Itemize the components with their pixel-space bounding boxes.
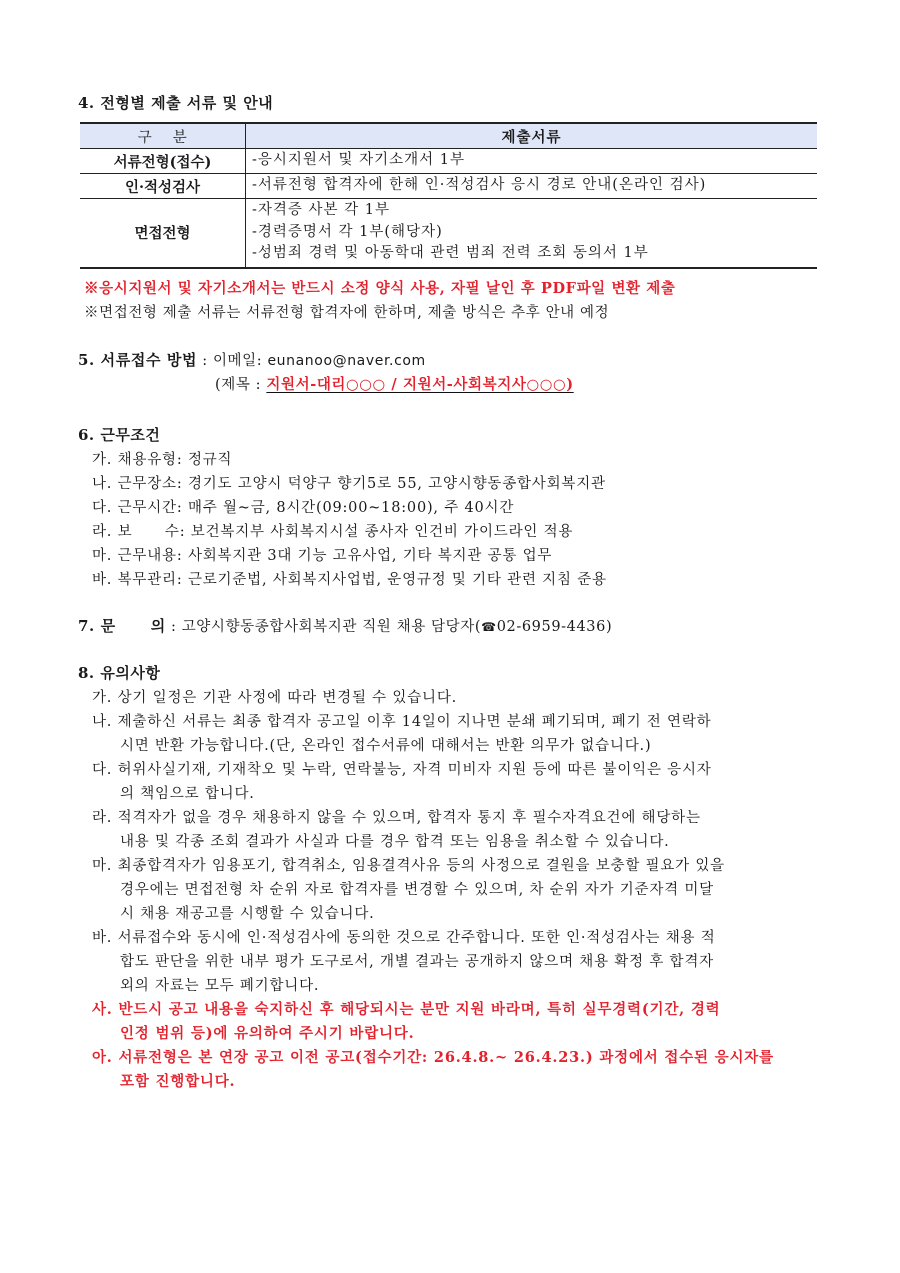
doc-line: -응시지원서 및 자기소개서 1부 [252, 152, 466, 169]
email-label: 이메일: [212, 353, 268, 369]
stage-cell: 인·적성검사 [80, 174, 246, 199]
doc-line: -자격증 사본 각 1부 [252, 202, 391, 218]
table-row [80, 199, 817, 268]
section-4-title: 4. 전형별 제출 서류 및 안내 [78, 94, 274, 112]
work-condition-item: 가. 채용유형: 정규직 [92, 452, 233, 468]
submission-documents-table [80, 122, 817, 269]
note-required-format: ※응시지원서 및 자기소개서는 반드시 소정 양식 사용, 자필 날인 후 PDF파일 변환 제출 [84, 280, 676, 297]
notice-item-cont: 경우에는 면접전형 차 순위 자로 합격자를 변경할 수 있으며, 차 순위 자가 기준자격 미달 [120, 882, 714, 898]
notice-item: 가. 상기 일정은 기관 사정에 따라 변경될 수 있습니다. [92, 690, 458, 706]
notice-item: 마. 최종합격자가 임용포기, 합격취소, 임용결격사유 등의 사정으로 결원을 보충할 필요가 있을 [92, 858, 725, 874]
label-separator: : [197, 353, 213, 369]
notice-item-cont: 합도 판단을 위한 내부 평가 도구로서, 개별 결과는 공개하지 않으며 채용 확정 후 합격자 [120, 954, 714, 970]
work-condition-item: 마. 근무내용: 사회복지관 3대 기능 고유사업, 기타 복지관 공통 업무 [92, 548, 553, 564]
work-condition-item: 라. 보 수: 보건복지부 사회복지시설 종사자 인건비 가이드라인 적용 [92, 524, 574, 540]
stage-cell: 면접전형 [80, 199, 246, 268]
subject-prefix: (제목 : [215, 377, 267, 393]
contact-text: 고양시향동종합사회복지관 직원 채용 담당자( [181, 619, 482, 635]
section-7-title: 7. 문 의 [78, 617, 166, 635]
notice-item-important-cont: 포함 진행합니다. [120, 1073, 236, 1090]
phone-icon: ☎ [481, 620, 497, 634]
work-condition-item: 다. 근무시간: 매주 월~금, 8시간(09:00~18:00), 주 40시간 [92, 500, 515, 516]
notice-item-important: 사. 반드시 공고 내용을 숙지하신 후 해당되시는 분만 지원 바라며, 특히 실무경력(기간, 경력 [92, 1001, 721, 1018]
notice-item-cont: 시면 반환 가능합니다.(단, 온라인 접수서류에 대해서는 반환 의무가 없습니다.) [120, 738, 652, 754]
notice-item: 나. 제출하신 서류는 최종 합격자 공고일 이후 14일이 지나면 분쇄 폐기되며, 폐기 전 연락하 [92, 714, 712, 730]
doc-line: -서류전형 합격자에 한해 인·적성검사 응시 경로 안내(온라인 검사) [252, 177, 707, 194]
work-condition-item: 나. 근무장소: 경기도 고양시 덕양구 향기5로 55, 고양시향동종합사회복지관 [92, 476, 606, 492]
email-address[interactable]: eunanoo@naver.com [267, 353, 426, 369]
table-row [80, 174, 817, 199]
section-5-title: 5. 서류접수 방법 [78, 351, 198, 369]
doc-line: -성범죄 경력 및 아동학대 관련 범죄 전력 조회 동의서 1부 [252, 245, 649, 261]
subject-format: 지원서-대리○○○ / 지원서-사회복지사○○○) [266, 376, 574, 393]
section-7-row [78, 615, 612, 636]
table-header-row [80, 123, 817, 149]
notice-item-important-cont: 인정 범위 등)에 유의하여 주시기 바랍니다. [120, 1025, 415, 1042]
notice-item-cont: 외의 자료는 모두 폐기합니다. [120, 978, 320, 994]
notice-item-cont: 의 책임으로 합니다. [120, 786, 255, 802]
docs-cell [246, 174, 818, 199]
header-category: 구 분 [80, 123, 246, 149]
table-row [80, 149, 817, 174]
notice-item: 라. 적격자가 없을 경우 채용하지 않을 수 있으며, 합격자 통지 후 필수자격요건에 해당하는 [92, 810, 701, 826]
notice-item-cont: 시 채용 재공고를 시행할 수 있습니다. [120, 906, 375, 922]
section-5-row [78, 349, 426, 370]
header-documents: 제출서류 [246, 123, 818, 149]
label-separator: : [165, 619, 182, 635]
section-6-title: 6. 근무조건 [78, 426, 161, 444]
notice-item-important: 아. 서류전형은 본 연장 공고 이전 공고(접수기간: 26.4.8.~ 26.4.23.) 과정에서 접수된 응시자를 [92, 1049, 774, 1066]
work-condition-item: 바. 복무관리: 근로기준법, 사회복지사업법, 운영규정 및 기타 관련 지침 준용 [92, 572, 607, 588]
docs-cell [246, 199, 818, 268]
doc-line: -경력증명서 각 1부(해당자) [252, 223, 443, 240]
notice-item: 다. 허위사실기재, 기재착오 및 누락, 연락불능, 자격 미비자 지원 등에 따른 불이익은 응시자 [92, 762, 712, 778]
section-8-title: 8. 유의사항 [78, 664, 161, 682]
docs-cell [246, 149, 818, 174]
phone-number: 02-6959-4436) [496, 619, 613, 635]
notice-item: 바. 서류접수와 동시에 인·적성검사에 동의한 것으로 간주합니다. 또한 인·적성검사는 채용 적 [92, 930, 716, 946]
email-subject-row [215, 373, 574, 394]
stage-cell: 서류전형(접수) [80, 149, 246, 174]
notice-item-cont: 내용 및 각종 조회 결과가 사실과 다를 경우 합격 또는 임용을 취소할 수 있습니다. [120, 834, 670, 850]
note-interview-docs: ※면접전형 제출 서류는 서류전형 합격자에 한하며, 제출 방식은 추후 안내 예정 [84, 305, 610, 321]
